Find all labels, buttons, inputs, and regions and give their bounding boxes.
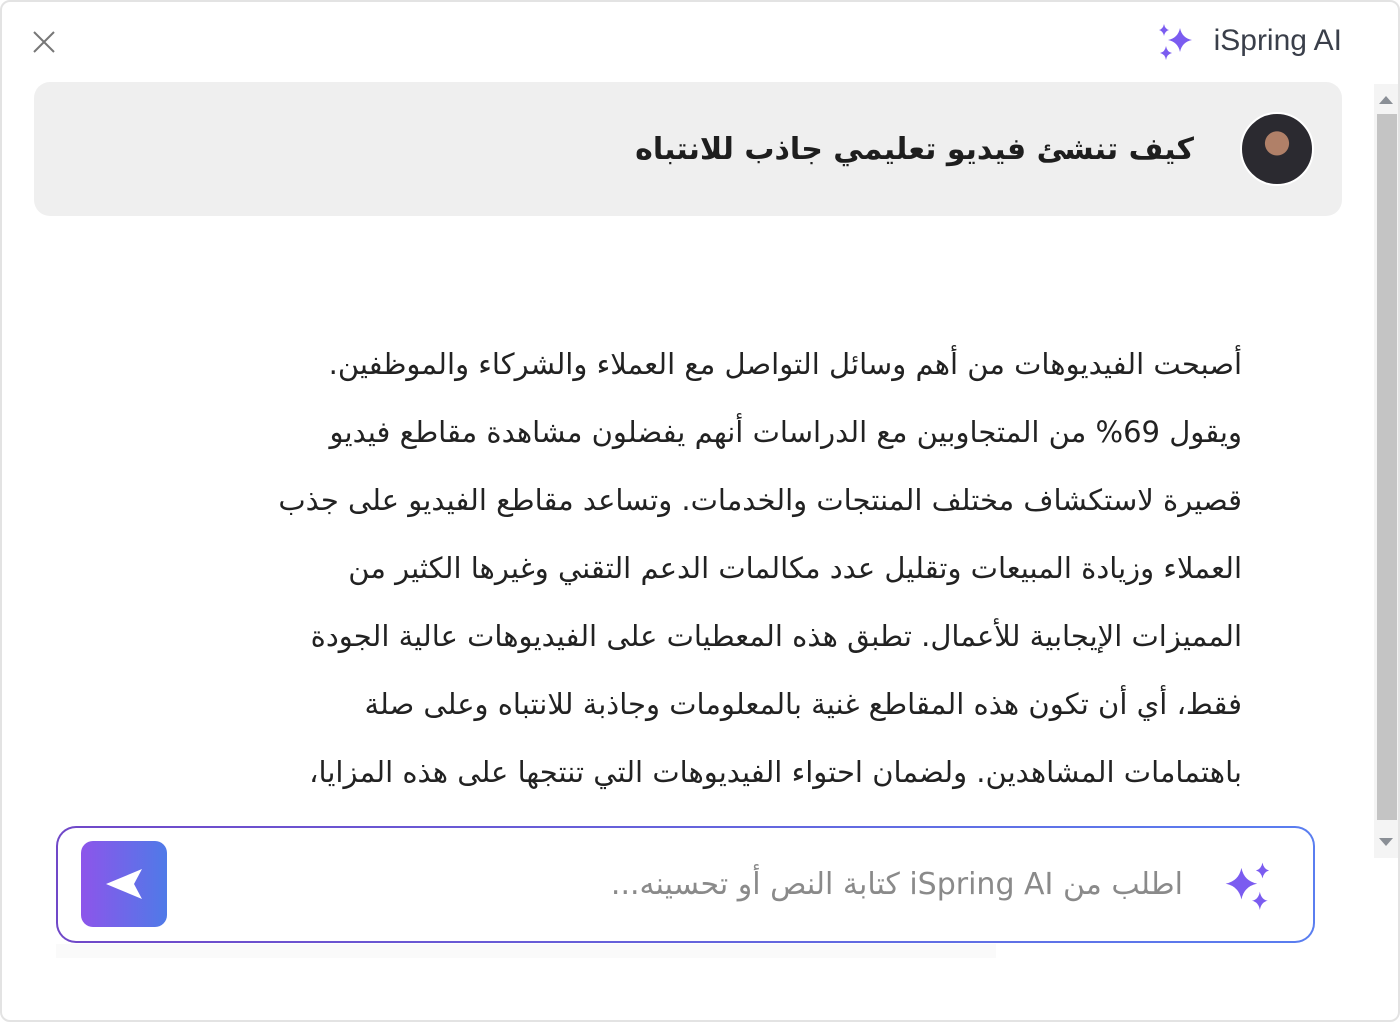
question-text: كيف تنشئ فيديو تعليمي جاذب للانتباه <box>635 131 1194 167</box>
scrollbar[interactable] <box>1374 84 1398 858</box>
ai-answer <box>150 330 1242 806</box>
answer-line: ويقول 69% من المتجاوبين مع الدراسات أنهم يفضلون مشاهدة مقاطع فيديو <box>329 415 1242 449</box>
answer-line: قصيرة لاستكشاف مختلف المنتجات والخدمات. وتساعد مقاطع الفيديو على جذب <box>278 483 1242 517</box>
brand-name: iSpring AI <box>1213 24 1342 57</box>
answer-line: باهتمامات المشاهدين. ولضمان احتواء الفيديوهات التي تنتجها على هذه المزايا، <box>309 755 1242 789</box>
answer-line: المميزات الإيجابية للأعمال. تطبق هذه المعطيات على الفيديوهات عالية الجودة <box>310 619 1242 653</box>
answer-line: أصبحت الفيديوهات من أهم وسائل التواصل مع العملاء والشركاء والموظفين. <box>328 347 1242 381</box>
prompt-input[interactable]: اطلب من iSpring AI كتابة النص أو تحسينه... <box>610 867 1183 902</box>
close-icon[interactable] <box>30 28 58 56</box>
send-icon <box>104 867 144 901</box>
divider <box>56 944 996 958</box>
scroll-up-arrow-icon[interactable] <box>1379 96 1393 104</box>
brand-header <box>1156 22 1342 60</box>
prompt-box <box>56 826 1315 943</box>
answer-line: العملاء وزيادة المبيعات وتقليل عدد مكالمات الدعم التقني وغيرها الكثير من <box>348 551 1242 585</box>
answer-line: فقط، أي أن تكون هذه المقاطع غنية بالمعلومات وجاذبة للانتباه وعلى صلة <box>364 687 1242 721</box>
user-question <box>34 82 1342 216</box>
send-button[interactable] <box>81 841 167 927</box>
sparkles-icon <box>1223 860 1273 910</box>
avatar <box>1240 112 1314 186</box>
scrollbar-thumb[interactable] <box>1377 114 1397 820</box>
sparkles-icon <box>1156 22 1194 60</box>
scroll-down-arrow-icon[interactable] <box>1379 838 1393 846</box>
